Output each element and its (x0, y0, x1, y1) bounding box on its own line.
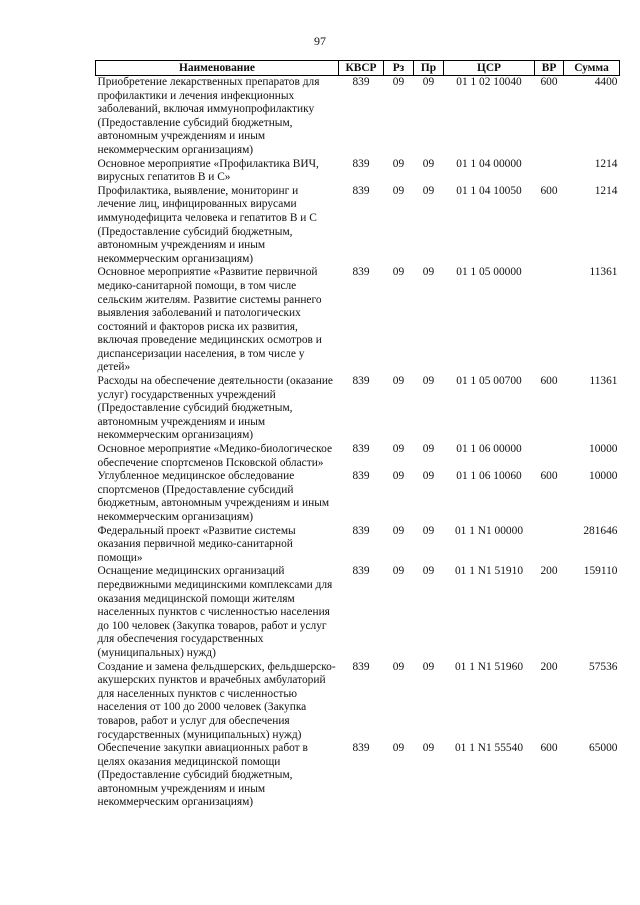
row-sum: 159110 (583, 565, 618, 578)
header-vr: ВР (535, 61, 564, 76)
row-vr: 600 (540, 375, 558, 388)
row-kvsr: 839 (352, 660, 370, 673)
row-kvsr: 839 (352, 375, 370, 388)
row-csr: 01 1 06 10060 (456, 470, 522, 483)
row-pr: 09 (422, 375, 435, 388)
row-pr: 09 (422, 742, 435, 755)
row-pr: 09 (422, 660, 435, 673)
row-rz: 09 (392, 184, 405, 197)
header-name: Наименование (96, 61, 339, 76)
header-csr: ЦСР (444, 61, 535, 76)
table-row (96, 375, 620, 443)
row-csr: 01 1 06 00000 (456, 443, 522, 456)
row-rz: 09 (392, 565, 405, 578)
row-vr: 200 (540, 565, 558, 578)
row-sum: 11361 (589, 266, 618, 279)
row-name: Федеральный проект «Развитие системы оказания первичной медико-санитарной помощи» (97, 524, 296, 564)
row-pr: 09 (422, 157, 435, 170)
row-pr: 09 (422, 184, 435, 197)
row-rz: 09 (392, 443, 405, 456)
row-name: Обеспечение закупки авиационных работ в целях оказания медицинской помощи (Предоставление субсидий бюджетным, автономным учреждениям и иным некоммерческим организациям) (97, 742, 308, 809)
row-rz: 09 (392, 524, 405, 537)
row-name: Приобретение лекарственных препаратов для профилактики и лечения инфекционных заболеваний, включая иммунопрофилактику (Предоставление субсидий бюджетным, автономным учреждениям и иным некоммерческим организациям) (97, 76, 320, 156)
header-pr: Пр (414, 61, 444, 76)
row-sum: 1214 (594, 184, 618, 197)
header-sum: Сумма (564, 61, 620, 76)
row-kvsr: 839 (352, 565, 370, 578)
row-vr (535, 266, 564, 375)
row-pr: 09 (422, 565, 435, 578)
row-vr: 600 (540, 470, 558, 483)
table-row (96, 525, 620, 566)
row-csr: 01 1 N1 00000 (454, 524, 524, 537)
row-kvsr: 839 (352, 76, 370, 88)
row-vr: 600 (540, 184, 558, 197)
row-sum: 11361 (589, 375, 618, 388)
row-name: Расходы на обеспечение деятельности (оказание услуг) государственных учреждений (Предоставление субсидий бюджетным, автономным учреждениям и иным некоммерческим организациям) (97, 375, 333, 442)
table-row (96, 185, 620, 267)
row-rz: 09 (392, 660, 405, 673)
table-row (96, 470, 620, 524)
row-csr: 01 1 04 10050 (456, 184, 522, 197)
row-vr (535, 525, 564, 566)
row-name: Оснащение медицинских организаций передвижными медицинскими комплексами для оказания медицинской помощи жителям населенных пунктов с численностью населения до 100 человек (Закупка товаров, работ и услуг для обеспечения государственных (муниципальных) нужд) (97, 565, 333, 659)
row-sum: 10000 (589, 443, 618, 456)
row-csr: 01 1 N1 51960 (454, 660, 524, 673)
row-name: Профилактика, выявление, мониторинг и лечение лиц, инфицированных вирусами иммунодефицита человека и гепатитов В и С (Предоставление субсидий бюджетным, автономным учреждениям и иным некоммерческим организациям) (97, 184, 317, 265)
budget-table (95, 60, 620, 810)
table-row (96, 565, 620, 660)
table-header-row (96, 61, 620, 76)
row-rz: 09 (392, 375, 405, 388)
row-csr: 01 1 05 00700 (456, 375, 522, 388)
row-name: Основное мероприятие «Профилактика ВИЧ, вирусных гепатитов В и С» (97, 157, 319, 184)
row-csr: 01 1 N1 51910 (454, 565, 524, 578)
row-sum: 1214 (594, 157, 618, 170)
row-sum: 10000 (589, 470, 618, 483)
row-kvsr: 839 (352, 470, 370, 483)
header-kvsr: КВСР (339, 61, 384, 76)
row-name: Основное мероприятие «Медико-биологическое обеспечение спортсменов Псковской области» (97, 443, 333, 469)
row-vr: 200 (540, 660, 558, 673)
row-csr: 01 1 05 00000 (456, 266, 522, 279)
row-name: Основное мероприятие «Развитие первичной медико-санитарной помощи, в том числе сельским жителям. Развитие системы раннего выявления заболеваний и патологических состояний и факторов риска их развития, включая проведение медицинских осмотров и диспансеризации населения, в том числе у детей» (97, 266, 322, 374)
row-vr: 600 (540, 742, 558, 755)
row-pr: 09 (422, 76, 435, 88)
row-pr: 09 (422, 443, 435, 456)
row-csr: 01 1 N1 55540 (454, 742, 524, 755)
row-csr: 01 1 02 10040 (456, 76, 522, 88)
row-sum: 57536 (589, 660, 618, 673)
table-row (96, 158, 620, 185)
row-sum: 281646 (583, 524, 618, 537)
row-vr (535, 158, 564, 185)
row-rz: 09 (392, 266, 405, 279)
row-name: Углубленное медицинское обследование спортсменов (Предоставление субсидий бюджетным, автономным учреждениям и иным некоммерческим организациям) (97, 470, 330, 523)
row-pr: 09 (422, 470, 435, 483)
row-rz: 09 (392, 470, 405, 483)
row-sum: 4400 (594, 76, 618, 88)
row-csr: 01 1 04 00000 (456, 157, 522, 170)
row-name: Создание и замена фельдшерских, фельдшерско-акушерских пунктов и врачебных амбулаторий для населенных пунктов с численностью населения от 100 до 2000 человек (Закупка товаров, работ и услуг для обеспечения государственных (муниципальных) нужд) (97, 660, 336, 741)
header-rz: Рз (384, 61, 414, 76)
row-kvsr: 839 (352, 184, 370, 197)
row-rz: 09 (392, 742, 405, 755)
table-row (96, 443, 620, 470)
table-row (96, 266, 620, 375)
row-kvsr: 839 (352, 157, 370, 170)
page-number: 97 (314, 34, 326, 48)
row-kvsr: 839 (352, 524, 370, 537)
row-pr: 09 (422, 524, 435, 537)
row-rz: 09 (392, 76, 405, 88)
row-kvsr: 839 (352, 742, 370, 755)
table-row (96, 742, 620, 810)
table-row (96, 76, 620, 158)
row-vr: 600 (540, 76, 558, 88)
row-sum: 65000 (589, 742, 618, 755)
row-rz: 09 (392, 157, 405, 170)
row-pr: 09 (422, 266, 435, 279)
row-kvsr: 839 (352, 266, 370, 279)
table-row (96, 661, 620, 743)
row-kvsr: 839 (352, 443, 370, 456)
row-vr (535, 443, 564, 470)
